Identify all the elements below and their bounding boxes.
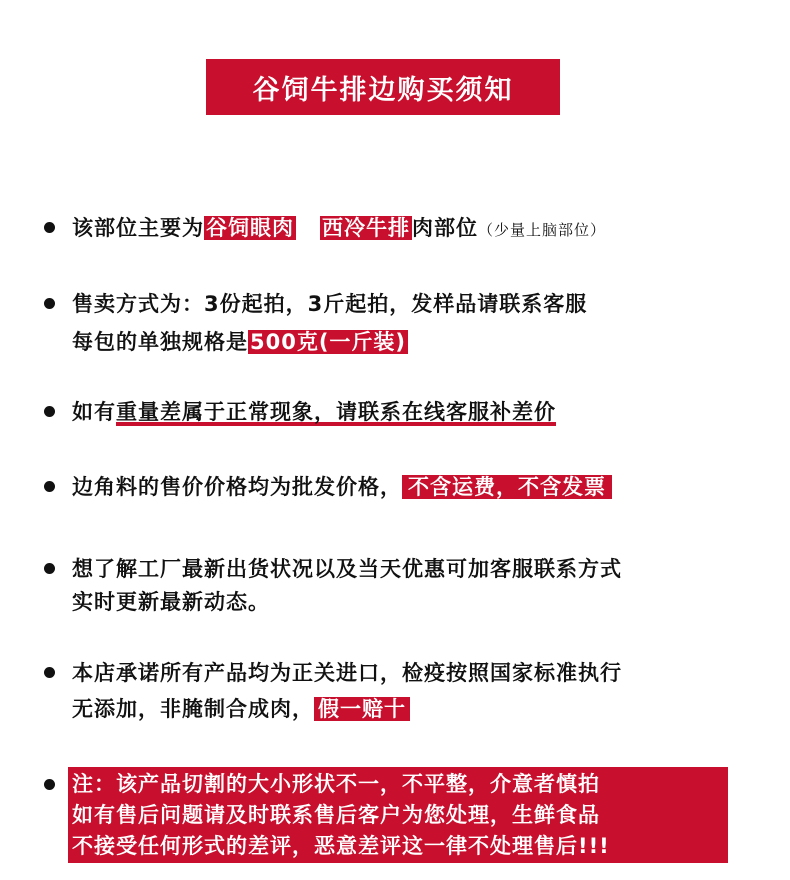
item-1-highlight-1: 谷饲眼肉 [206,216,294,240]
item-6-line-2 [72,691,410,727]
notice-line-2: 如有售后问题请及时联系售后客户为您处理，生鲜食品 [72,803,600,827]
item-1-pre: 该部位主要为 [72,216,204,240]
item-4-pre: 边角料的售价价格均为批发价格， [72,475,402,499]
item-2-line-1: 售卖方式为：3份起拍，3斤起拍，发样品请联系客服 [72,292,588,316]
item-3-underlined: 重量差属于正常现象，请联系在线客服补差价 [116,400,556,424]
notice-line-1: 注：该产品切割的大小形状不一，不平整，介意者慎拍 [72,772,600,796]
bullet-dot [44,298,55,309]
item-1-small-note: （少量上脑部位） [478,221,607,239]
item-1-line [72,210,606,248]
item-2-line-2-pre: 每包的单独规格是 [72,330,248,354]
page-title: 谷饲牛排边购买须知 [206,59,560,115]
bullet-dot [44,481,55,492]
bullet-dot [44,667,55,678]
bullet-dot [44,406,55,417]
item-6-line-2-pre: 无添加，非腌制合成肉， [72,697,314,721]
bullet-dot [44,563,55,574]
item-5-line-2: 实时更新最新动态。 [72,590,270,614]
item-2-line-2 [72,324,408,360]
item-1-post: 肉部位 [412,216,478,240]
bullet-dot [44,779,55,790]
item-6-highlight: 假一赔十 [314,697,410,721]
bullet-dot [44,222,55,233]
item-2-highlight: 500克(一斤装) [250,330,407,354]
item-6-line-1: 本店承诺所有产品均为正关进口，检疫按照国家标准执行 [72,661,622,685]
item-4-line [72,469,612,505]
item-5-line-1: 想了解工厂最新出货状况以及当天优惠可加客服联系方式 [72,557,622,581]
item-1-highlight-2: 西冷牛排 [322,216,410,240]
item-3-line [72,394,556,430]
item-3-pre: 如有 [72,400,116,424]
item-4-highlight: 不含运费，不含发票 [402,475,612,499]
notice-line-3: 不接受任何形式的差评，恶意差评这一律不处理售后!!! [72,834,610,858]
